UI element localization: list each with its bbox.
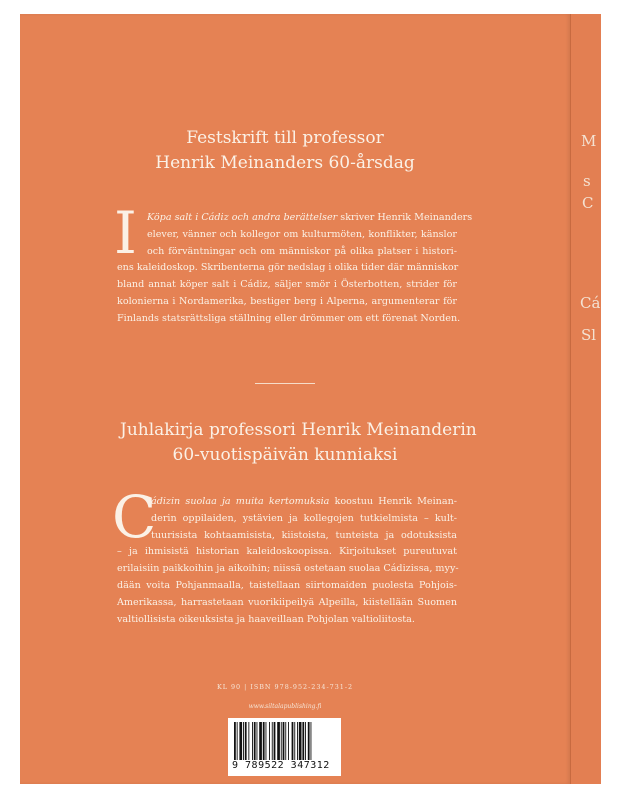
swedish-line-5: bland annat köper salt i Cádiz, säljer smör i Österbotten, strider för	[117, 279, 457, 291]
spine-letter-3: C	[582, 194, 594, 212]
barcode-bar	[294, 722, 295, 760]
barcode-bar	[277, 722, 280, 760]
barcode-bar	[266, 722, 267, 760]
barcode-bar	[285, 722, 286, 760]
barcode-bar	[281, 722, 282, 760]
barcode-bar	[259, 722, 262, 760]
barcode-bar	[305, 722, 306, 760]
publisher-website: www.siltalapublishing.fi	[248, 703, 322, 710]
finnish-line-3: tuurisista kohtaamisista, kiistoista, tunteista ja odotuksista	[151, 529, 457, 541]
finnish-line-1-rest: koostuu Henrik Meinan-	[329, 496, 457, 507]
barcode-bar	[311, 722, 312, 760]
barcode-bar	[254, 722, 256, 760]
barcode-bar	[302, 722, 304, 760]
barcode-bar	[299, 722, 302, 760]
barcode-bar	[248, 722, 249, 760]
barcode-number: 9 789522 347312	[232, 760, 330, 771]
swedish-line-6: kolonierna i Nordamerika, bestiger berg i Alperna, argumenterar för	[117, 295, 457, 307]
swedish-line-1	[117, 210, 473, 227]
finnish-line-2: derin oppilaiden, ystävien ja kollegojen tutkielmista – kult-	[151, 512, 457, 524]
class-isbn-line: KL 90 | ISBN 978-952-234-731-2	[216, 683, 354, 691]
swedish-drop-cap: I	[114, 199, 137, 267]
spine-letter-2: s	[583, 172, 591, 190]
finnish-heading-line-2: 60-vuotispäivän kunniaksi	[172, 445, 398, 465]
section-divider	[255, 383, 315, 384]
finnish-line-7: Amerikassa, harrastetaan vuorikiipeilyä Alpeilla, kiistellään Suomen	[117, 596, 457, 608]
finnish-line-6: dään voita Pohjanmaalla, taistellaan siirtomaiden puolesta Pohjois-	[117, 579, 457, 591]
finnish-line-8: valtiollisista oikeuksista ja haaveillaan Pohjolan valtioliitosta.	[117, 613, 415, 625]
barcode-bar	[308, 722, 310, 760]
swedish-line-1-rest: skriver Henrik Meinanders	[337, 212, 473, 223]
swedish-line-3: och förväntningar och om människor på olika platser i histori-	[147, 245, 457, 257]
swedish-heading-line-2: Henrik Meinanders 60-årsdag	[155, 153, 415, 173]
barcode-bar	[263, 722, 265, 760]
swedish-heading-line-1: Festskrift till professor	[186, 128, 384, 148]
swedish-line-4: ens kaleidoskop. Skribenterna gör nedslag i olika tider där människor	[117, 262, 459, 274]
barcode-bars	[234, 722, 335, 760]
barcode-bar	[257, 722, 258, 760]
barcode-bar	[297, 722, 298, 760]
finnish-heading	[120, 418, 477, 468]
swedish-heading	[120, 126, 450, 176]
barcode-bar	[283, 722, 285, 760]
barcode-bar	[239, 722, 242, 760]
swedish-line-2: elever, vänner och kollegor om kulturmöten, konflikter, känslor	[147, 228, 457, 240]
barcode-bar	[252, 722, 253, 760]
finnish-paragraph	[117, 494, 457, 628]
swedish-paragraph	[117, 210, 473, 328]
finnish-heading-line-1: Juhlakirja professori Henrik Meinanderin	[120, 420, 477, 440]
barcode-bar	[269, 722, 270, 760]
barcode-bar	[245, 722, 247, 760]
barcode-bar	[237, 722, 238, 760]
finnish-line-5: erilaisiin paikkoihin ja aikoihin; niissä ostetaan suolaa Cádizissa, myy-	[117, 563, 459, 575]
barcode-bar	[243, 722, 244, 760]
finnish-drop-cap: C	[112, 483, 157, 551]
barcode-bar	[288, 722, 289, 760]
spine-letter-5: Sl	[581, 326, 597, 344]
spine-letter-1: M	[581, 132, 597, 150]
barcode-bar	[274, 722, 276, 760]
barcode-bar	[234, 722, 236, 760]
swedish-line-7: Finlands statsrättsliga ställning eller drömmer om ett förenat Norden.	[117, 312, 461, 324]
spine-letter-4: Cá	[580, 294, 601, 312]
book-spine	[570, 14, 601, 784]
barcode-bar	[272, 722, 273, 760]
swedish-book-title: Köpa salt i Cádiz och andra berättelser	[147, 212, 338, 223]
finnish-line-1	[117, 494, 457, 511]
finnish-line-4: – ja ihmisistä historian kaleidoskoopissa. Kirjoitukset pureutuvat	[117, 546, 457, 558]
barcode-bar	[292, 722, 294, 760]
barcode	[228, 718, 341, 776]
finnish-book-title: ádizin suolaa ja muita kertomuksia	[151, 496, 330, 507]
